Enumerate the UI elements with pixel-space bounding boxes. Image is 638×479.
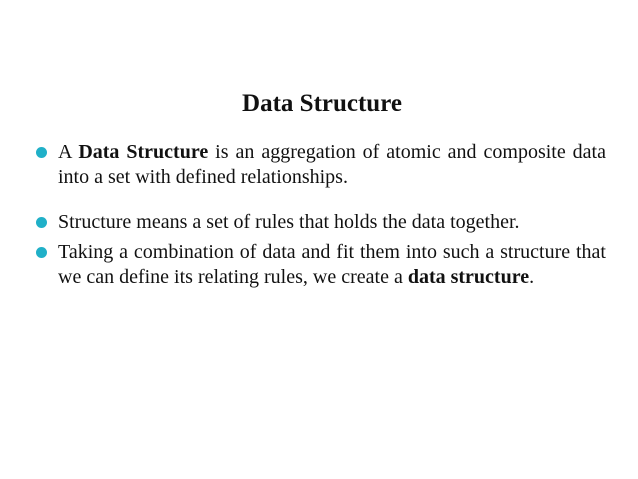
bullet-item-combination (34, 240, 606, 290)
bullet-text (58, 211, 520, 233)
bullet-dot-icon (36, 147, 47, 158)
text-segment: is an aggregation of atomic and composite data into a set with defined relationships. (58, 141, 606, 188)
text-segment: A (58, 141, 79, 163)
bullet-dot-icon (36, 217, 47, 228)
bullet-dot-icon (36, 247, 47, 258)
bullet-list (34, 140, 606, 290)
bullet-text (58, 241, 606, 288)
bullet-item-definition (34, 140, 606, 190)
slide-title: Data Structure (242, 90, 402, 117)
text-segment: Taking a combination of data and fit them into such a structure that we can define its relating rules, we create a (58, 241, 606, 288)
bullet-text (58, 141, 606, 188)
text-segment: Structure means a set of rules that holds the data together. (58, 211, 520, 233)
bold-term: data structure (407, 266, 530, 288)
bullet-item-rules (34, 210, 606, 235)
text-segment: . (529, 266, 535, 288)
bold-term: Data Structure (78, 141, 209, 163)
